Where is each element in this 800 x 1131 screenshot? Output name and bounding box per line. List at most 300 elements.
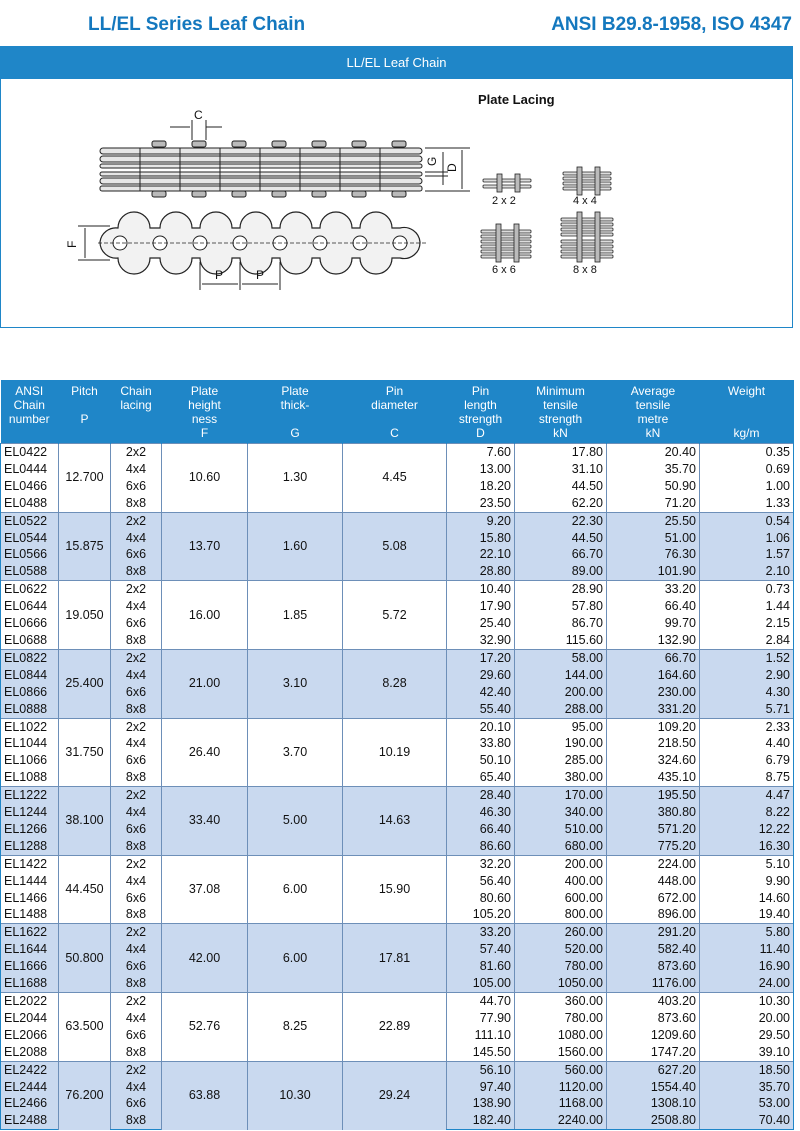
- plate-height-cell: 13.70: [162, 512, 248, 581]
- pin-length-cell: 13.00: [447, 461, 515, 478]
- min-tensile-cell: 510.00: [515, 821, 607, 838]
- pin-length-cell: 25.40: [447, 615, 515, 632]
- avg-tensile-cell: 331.20: [607, 701, 700, 718]
- chain-lacing-cell: 4x4: [111, 667, 162, 684]
- pin-diameter-cell: 17.81: [343, 924, 447, 993]
- pin-diameter-cell: 29.24: [343, 1061, 447, 1130]
- min-tensile-cell: 95.00: [515, 718, 607, 735]
- weight-cell: 14.60: [700, 890, 794, 907]
- avg-tensile-cell: 448.00: [607, 873, 700, 890]
- lacing-label-6x6: 6 x 6: [492, 264, 516, 276]
- pin-diameter-cell: 4.45: [343, 444, 447, 513]
- weight-cell: 16.90: [700, 958, 794, 975]
- avg-tensile-cell: 775.20: [607, 838, 700, 855]
- chain-lacing-cell: 6x6: [111, 890, 162, 907]
- column-header-line: [113, 412, 159, 426]
- chain-number-cell: EL2444: [1, 1079, 59, 1096]
- min-tensile-cell: 1080.00: [515, 1027, 607, 1044]
- chain-number-cell: EL2488: [1, 1112, 59, 1129]
- pitch-cell: 19.050: [59, 581, 111, 650]
- min-tensile-cell: 800.00: [515, 906, 607, 923]
- min-tensile-cell: 22.30: [515, 512, 607, 529]
- pin-length-cell: 50.10: [447, 752, 515, 769]
- weight-cell: 0.69: [700, 461, 794, 478]
- pin-length-cell: 33.20: [447, 924, 515, 941]
- chain-number-cell: EL0588: [1, 563, 59, 580]
- min-tensile-cell: 44.50: [515, 530, 607, 547]
- pin-length-cell: 65.40: [447, 769, 515, 786]
- plate-height-cell: 33.40: [162, 787, 248, 856]
- min-tensile-cell: 288.00: [515, 701, 607, 718]
- table-row: [1, 993, 794, 1010]
- avg-tensile-cell: 380.80: [607, 804, 700, 821]
- avg-tensile-cell: 627.20: [607, 1061, 700, 1078]
- weight-cell: 0.73: [700, 581, 794, 598]
- weight-cell: 53.00: [700, 1095, 794, 1112]
- chain-lacing-cell: 8x8: [111, 1044, 162, 1061]
- weight-cell: 6.79: [700, 752, 794, 769]
- min-tensile-cell: 380.00: [515, 769, 607, 786]
- plate-thickness-cell: 8.25: [248, 993, 343, 1062]
- avg-tensile-cell: 873.60: [607, 1010, 700, 1027]
- pin-length-cell: 23.50: [447, 495, 515, 512]
- chain-lacing-cell: 2x2: [111, 718, 162, 735]
- table-body: [1, 444, 794, 1130]
- avg-tensile-cell: 1176.00: [607, 975, 700, 992]
- dim-label-d: D: [445, 163, 459, 172]
- min-tensile-cell: 1168.00: [515, 1095, 607, 1112]
- column-header-line: metre: [637, 412, 669, 426]
- plate-height-cell: 21.00: [162, 649, 248, 718]
- chain-number-cell: EL1488: [1, 906, 59, 923]
- column-header-line: lacing: [120, 398, 152, 412]
- weight-cell: 5.80: [700, 924, 794, 941]
- avg-tensile-cell: 1308.10: [607, 1095, 700, 1112]
- chain-number-cell: EL0822: [1, 649, 59, 666]
- weight-cell: 19.40: [700, 906, 794, 923]
- pin-diameter-cell: 22.89: [343, 993, 447, 1062]
- weight-cell: 39.10: [700, 1044, 794, 1061]
- chain-number-cell: EL1022: [1, 718, 59, 735]
- avg-tensile-cell: 896.00: [607, 906, 700, 923]
- chain-lacing-cell: 4x4: [111, 804, 162, 821]
- column-header: [700, 380, 794, 444]
- avg-tensile-cell: 25.50: [607, 512, 700, 529]
- min-tensile-cell: 520.00: [515, 941, 607, 958]
- pin-length-cell: 105.00: [447, 975, 515, 992]
- chain-lacing-cell: 2x2: [111, 993, 162, 1010]
- min-tensile-cell: 115.60: [515, 632, 607, 649]
- pitch-cell: 44.450: [59, 855, 111, 924]
- pitch-cell: 31.750: [59, 718, 111, 787]
- column-header-line: length: [464, 398, 497, 412]
- column-header-line: D: [476, 426, 485, 440]
- lacing-label-2x2: 2 x 2: [492, 195, 516, 207]
- column-header-line: G: [290, 426, 300, 440]
- table-header-row: [1, 380, 794, 444]
- pitch-cell: 76.200: [59, 1061, 111, 1130]
- min-tensile-cell: 31.10: [515, 461, 607, 478]
- chain-number-cell: EL2422: [1, 1061, 59, 1078]
- pin-length-cell: 56.10: [447, 1061, 515, 1078]
- avg-tensile-cell: 195.50: [607, 787, 700, 804]
- avg-tensile-cell: 51.00: [607, 530, 700, 547]
- weight-cell: 1.33: [700, 495, 794, 512]
- plate-height-cell: 37.08: [162, 855, 248, 924]
- min-tensile-cell: 285.00: [515, 752, 607, 769]
- column-header-line: C: [390, 426, 399, 440]
- column-header-line: Plate: [281, 384, 309, 398]
- chain-number-cell: EL0466: [1, 478, 59, 495]
- plate-height-cell: 42.00: [162, 924, 248, 993]
- weight-cell: 4.30: [700, 684, 794, 701]
- avg-tensile-cell: 291.20: [607, 924, 700, 941]
- plate-thickness-cell: 10.30: [248, 1061, 343, 1130]
- plate-thickness-cell: 3.10: [248, 649, 343, 718]
- chain-lacing-cell: 2x2: [111, 581, 162, 598]
- min-tensile-cell: 44.50: [515, 478, 607, 495]
- column-header-line: [61, 398, 108, 412]
- pin-length-cell: 56.40: [447, 873, 515, 890]
- pin-length-cell: 32.90: [447, 632, 515, 649]
- min-tensile-cell: 190.00: [515, 735, 607, 752]
- avg-tensile-cell: 33.20: [607, 581, 700, 598]
- weight-cell: 8.75: [700, 769, 794, 786]
- chain-number-cell: EL0488: [1, 495, 59, 512]
- weight-cell: 35.70: [700, 1079, 794, 1096]
- chain-number-cell: EL2022: [1, 993, 59, 1010]
- chain-number-cell: EL0688: [1, 632, 59, 649]
- weight-cell: 2.33: [700, 718, 794, 735]
- chain-lacing-cell: 4x4: [111, 941, 162, 958]
- plate-height-cell: 26.40: [162, 718, 248, 787]
- pin-length-cell: 86.60: [447, 838, 515, 855]
- chain-number-cell: EL2066: [1, 1027, 59, 1044]
- column-header-line: tensile: [543, 398, 578, 412]
- plate-thickness-cell: 1.85: [248, 581, 343, 650]
- column-header-line: ness: [191, 412, 218, 426]
- page-title: LL/EL Series Leaf Chain: [88, 14, 306, 35]
- pitch-cell: 50.800: [59, 924, 111, 993]
- column-header-line: Minimum: [536, 384, 585, 398]
- min-tensile-cell: 780.00: [515, 958, 607, 975]
- pin-length-cell: 22.10: [447, 546, 515, 563]
- avg-tensile-cell: 582.40: [607, 941, 700, 958]
- pin-diameter-cell: 14.63: [343, 787, 447, 856]
- chain-side-view: [100, 108, 470, 197]
- weight-cell: 2.15: [700, 615, 794, 632]
- avg-tensile-cell: 71.20: [607, 495, 700, 512]
- plate-height-cell: 16.00: [162, 581, 248, 650]
- chain-lacing-cell: 8x8: [111, 1112, 162, 1129]
- min-tensile-cell: 89.00: [515, 563, 607, 580]
- chain-lacing-cell: 6x6: [111, 615, 162, 632]
- column-header: [59, 380, 111, 444]
- avg-tensile-cell: 109.20: [607, 718, 700, 735]
- chain-number-cell: EL1466: [1, 890, 59, 907]
- column-header-line: strength: [538, 412, 583, 426]
- table-row: [1, 924, 794, 941]
- column-header: [515, 380, 607, 444]
- pin-length-cell: 80.60: [447, 890, 515, 907]
- pin-diameter-cell: 15.90: [343, 855, 447, 924]
- min-tensile-cell: 58.00: [515, 649, 607, 666]
- pin-length-cell: 66.40: [447, 821, 515, 838]
- chain-number-cell: EL1088: [1, 769, 59, 786]
- column-header-line: [345, 412, 444, 426]
- column-header-line: Average: [630, 384, 676, 398]
- min-tensile-cell: 1050.00: [515, 975, 607, 992]
- column-header-line: F: [200, 426, 209, 440]
- pin-length-cell: 7.60: [447, 444, 515, 461]
- plate-thickness-cell: 1.60: [248, 512, 343, 581]
- chain-lacing-cell: 2x2: [111, 855, 162, 872]
- chain-lacing-cell: 8x8: [111, 769, 162, 786]
- avg-tensile-cell: 218.50: [607, 735, 700, 752]
- weight-cell: 24.00: [700, 975, 794, 992]
- weight-cell: 9.90: [700, 873, 794, 890]
- column-header: [343, 380, 447, 444]
- weight-cell: 2.90: [700, 667, 794, 684]
- chain-diagram: [0, 0, 800, 340]
- min-tensile-cell: 680.00: [515, 838, 607, 855]
- chain-lacing-cell: 2x2: [111, 1061, 162, 1078]
- chain-lacing-cell: 2x2: [111, 787, 162, 804]
- chain-lacing-cell: 4x4: [111, 598, 162, 615]
- standard-label: ANSI B29.8-1958, ISO 4347: [551, 14, 792, 35]
- min-tensile-cell: 780.00: [515, 1010, 607, 1027]
- chain-lacing-cell: 6x6: [111, 821, 162, 838]
- min-tensile-cell: 2240.00: [515, 1112, 607, 1129]
- avg-tensile-cell: 2508.80: [607, 1112, 700, 1129]
- pin-diameter-cell: 10.19: [343, 718, 447, 787]
- column-header-line: thick-: [280, 398, 310, 412]
- chain-number-cell: EL1044: [1, 735, 59, 752]
- pin-length-cell: 33.80: [447, 735, 515, 752]
- column-header: [447, 380, 515, 444]
- chain-number-cell: EL1644: [1, 941, 59, 958]
- pitch-cell: 15.875: [59, 512, 111, 581]
- avg-tensile-cell: 224.00: [607, 855, 700, 872]
- chain-lacing-cell: 8x8: [111, 838, 162, 855]
- column-header: [1, 380, 59, 444]
- pin-length-cell: 81.60: [447, 958, 515, 975]
- min-tensile-cell: 400.00: [515, 873, 607, 890]
- lacing-6x6: [481, 224, 531, 262]
- pin-length-cell: 29.60: [447, 667, 515, 684]
- chain-lacing-cell: 8x8: [111, 906, 162, 923]
- chain-lacing-cell: 4x4: [111, 735, 162, 752]
- weight-cell: 4.47: [700, 787, 794, 804]
- lacing-label-8x8: 8 x 8: [573, 264, 597, 276]
- column-header-line: [702, 412, 791, 426]
- chain-lacing-cell: 2x2: [111, 649, 162, 666]
- table-row: [1, 787, 794, 804]
- pitch-cell: 38.100: [59, 787, 111, 856]
- chain-number-cell: EL1422: [1, 855, 59, 872]
- avg-tensile-cell: 1747.20: [607, 1044, 700, 1061]
- pin-length-cell: 145.50: [447, 1044, 515, 1061]
- chain-lacing-cell: 4x4: [111, 530, 162, 547]
- column-header: [248, 380, 343, 444]
- lacing-8x8: [561, 212, 613, 262]
- column-header-line: strength: [458, 412, 503, 426]
- pin-diameter-cell: 8.28: [343, 649, 447, 718]
- table-row: [1, 581, 794, 598]
- weight-cell: 11.40: [700, 941, 794, 958]
- weight-cell: 1.00: [700, 478, 794, 495]
- chain-number-cell: EL1222: [1, 787, 59, 804]
- avg-tensile-cell: 164.60: [607, 667, 700, 684]
- min-tensile-cell: 86.70: [515, 615, 607, 632]
- chain-number-cell: EL1066: [1, 752, 59, 769]
- pin-length-cell: 77.90: [447, 1010, 515, 1027]
- table-row: [1, 855, 794, 872]
- pitch-cell: 12.700: [59, 444, 111, 513]
- pin-length-cell: 138.90: [447, 1095, 515, 1112]
- chain-lacing-cell: 6x6: [111, 752, 162, 769]
- chain-lacing-cell: 8x8: [111, 495, 162, 512]
- chain-lacing-cell: 8x8: [111, 701, 162, 718]
- column-header: [111, 380, 162, 444]
- plate-thickness-cell: 3.70: [248, 718, 343, 787]
- min-tensile-cell: 28.90: [515, 581, 607, 598]
- plate-height-cell: 10.60: [162, 444, 248, 513]
- weight-cell: 18.50: [700, 1061, 794, 1078]
- column-header-line: Pin: [471, 384, 490, 398]
- chain-number-cell: EL0444: [1, 461, 59, 478]
- plate-height-cell: 63.88: [162, 1061, 248, 1130]
- column-header-line: kg/m: [733, 426, 760, 440]
- column-header: [162, 380, 248, 444]
- weight-cell: 2.84: [700, 632, 794, 649]
- weight-cell: 8.22: [700, 804, 794, 821]
- avg-tensile-cell: 324.60: [607, 752, 700, 769]
- dim-label-f: F: [65, 240, 79, 248]
- weight-cell: 4.40: [700, 735, 794, 752]
- pin-length-cell: 18.20: [447, 478, 515, 495]
- chain-lacing-cell: 8x8: [111, 563, 162, 580]
- chain-number-cell: EL0622: [1, 581, 59, 598]
- chain-number-cell: EL2044: [1, 1010, 59, 1027]
- chain-number-cell: EL0566: [1, 546, 59, 563]
- chain-number-cell: EL0666: [1, 615, 59, 632]
- avg-tensile-cell: 403.20: [607, 993, 700, 1010]
- column-header-line: number: [8, 412, 50, 426]
- chain-number-cell: EL0522: [1, 512, 59, 529]
- lacing-label-4x4: 4 x 4: [573, 195, 597, 207]
- weight-cell: 20.00: [700, 1010, 794, 1027]
- pin-length-cell: 28.40: [447, 787, 515, 804]
- avg-tensile-cell: 50.90: [607, 478, 700, 495]
- column-header-line: Plate: [190, 384, 219, 398]
- weight-cell: 70.40: [700, 1112, 794, 1129]
- dim-label-g: G: [425, 156, 439, 166]
- min-tensile-cell: 17.80: [515, 444, 607, 461]
- column-header-line: ANSI: [15, 384, 44, 398]
- pin-length-cell: 15.80: [447, 530, 515, 547]
- min-tensile-cell: 600.00: [515, 890, 607, 907]
- chain-lacing-cell: 4x4: [111, 461, 162, 478]
- plate-thickness-cell: 1.30: [248, 444, 343, 513]
- pin-length-cell: 10.40: [447, 581, 515, 598]
- avg-tensile-cell: 672.00: [607, 890, 700, 907]
- chain-lacing-cell: 6x6: [111, 684, 162, 701]
- chain-number-cell: EL1688: [1, 975, 59, 992]
- min-tensile-cell: 170.00: [515, 787, 607, 804]
- chain-number-cell: EL0544: [1, 530, 59, 547]
- dim-label-p2: P: [256, 268, 265, 282]
- chain-lacing-cell: 6x6: [111, 958, 162, 975]
- pin-length-cell: 42.40: [447, 684, 515, 701]
- pin-length-cell: 111.10: [447, 1027, 515, 1044]
- avg-tensile-cell: 66.70: [607, 649, 700, 666]
- min-tensile-cell: 144.00: [515, 667, 607, 684]
- chain-lacing-cell: 8x8: [111, 632, 162, 649]
- chain-number-cell: EL2466: [1, 1095, 59, 1112]
- avg-tensile-cell: 35.70: [607, 461, 700, 478]
- pitch-cell: 63.500: [59, 993, 111, 1062]
- column-header-line: kN: [645, 426, 661, 440]
- lacing-4x4: [563, 167, 611, 195]
- min-tensile-cell: 560.00: [515, 1061, 607, 1078]
- pin-length-cell: 182.40: [447, 1112, 515, 1129]
- dim-label-c: C: [194, 108, 203, 122]
- min-tensile-cell: 57.80: [515, 598, 607, 615]
- pin-length-cell: 44.70: [447, 993, 515, 1010]
- avg-tensile-cell: 99.70: [607, 615, 700, 632]
- table-row: [1, 718, 794, 735]
- avg-tensile-cell: 101.90: [607, 563, 700, 580]
- weight-cell: 29.50: [700, 1027, 794, 1044]
- plate-thickness-cell: 6.00: [248, 924, 343, 993]
- table-row: [1, 649, 794, 666]
- chain-front-view: [65, 212, 428, 290]
- min-tensile-cell: 200.00: [515, 855, 607, 872]
- avg-tensile-cell: 76.30: [607, 546, 700, 563]
- column-header-line: P: [80, 412, 89, 426]
- column-header: [607, 380, 700, 444]
- column-header-line: Pitch: [71, 384, 98, 398]
- table-row: [1, 444, 794, 461]
- min-tensile-cell: 62.20: [515, 495, 607, 512]
- pin-length-cell: 57.40: [447, 941, 515, 958]
- diagram-title-bar: LL/EL Leaf Chain: [1, 47, 792, 79]
- weight-cell: 2.10: [700, 563, 794, 580]
- pin-diameter-cell: 5.72: [343, 581, 447, 650]
- pin-length-cell: 17.90: [447, 598, 515, 615]
- column-header-line: Chain: [120, 384, 152, 398]
- min-tensile-cell: 200.00: [515, 684, 607, 701]
- avg-tensile-cell: 873.60: [607, 958, 700, 975]
- weight-cell: 1.57: [700, 546, 794, 563]
- avg-tensile-cell: 66.40: [607, 598, 700, 615]
- chain-lacing-cell: 4x4: [111, 873, 162, 890]
- column-header-line: [250, 412, 340, 426]
- plate-thickness-cell: 5.00: [248, 787, 343, 856]
- column-header-line: tensile: [635, 398, 671, 412]
- column-header-line: [702, 398, 791, 412]
- chain-lacing-cell: 2x2: [111, 512, 162, 529]
- chain-number-cell: EL2088: [1, 1044, 59, 1061]
- plate-thickness-cell: 6.00: [248, 855, 343, 924]
- plate-height-cell: 52.76: [162, 993, 248, 1062]
- avg-tensile-cell: 132.90: [607, 632, 700, 649]
- pin-length-cell: 28.80: [447, 563, 515, 580]
- pin-length-cell: 97.40: [447, 1079, 515, 1096]
- weight-cell: 5.10: [700, 855, 794, 872]
- chain-number-cell: EL0644: [1, 598, 59, 615]
